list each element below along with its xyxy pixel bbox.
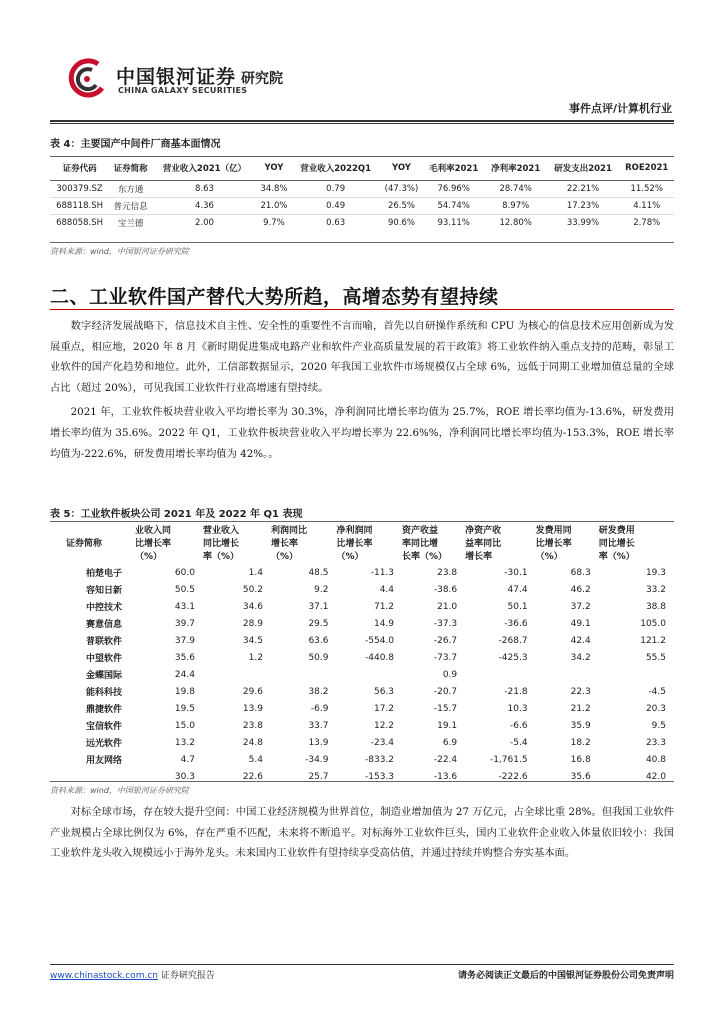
table5-col-header-line: 增长率 <box>465 552 493 562</box>
table5-col-header-line <box>66 551 135 564</box>
table5-row <box>50 615 674 632</box>
table5-header-row <box>50 525 674 564</box>
table5-value-cell: 9.2 <box>314 584 329 595</box>
table5-value-cell: -73.7 <box>433 652 458 663</box>
table5-title: 表 5：工业软件板块公司 2021 年及 2022 年 Q1 表现 <box>50 509 303 520</box>
table5-row <box>50 649 674 666</box>
table4-cell: 21.0% <box>257 198 291 215</box>
table5-value-cell: 42.0 <box>645 771 666 782</box>
table5-value-cell: 5.4 <box>248 754 263 765</box>
table5-col-header-line: 营业收入 <box>202 526 239 536</box>
table5-col-header-line: （%） <box>336 552 364 562</box>
table5-col-header-line: 业收入同 <box>134 526 171 536</box>
logo-english-name: CHINA GALAXY SECURITIES <box>118 86 248 95</box>
table5-value-cell: 13.9 <box>242 703 263 714</box>
table5-value-cell: -6.6 <box>510 720 528 731</box>
table4-row <box>50 215 674 232</box>
table5-value-cell: 63.6 <box>308 635 329 646</box>
table4-cell: 0.63 <box>326 218 346 228</box>
table5-value-cell: -15.7 <box>433 703 458 714</box>
table5-value-cell: 29.5 <box>308 618 329 629</box>
table5-value-cell: 46.2 <box>570 584 591 595</box>
table5-company-cell: 容知日新 <box>86 586 123 596</box>
table4-cell: 33.99% <box>566 218 600 228</box>
paragraph: 2021 年，工业软件板块营业收入平均增长率为 30.3%，净利润同比增长率均值为 25.7%，ROE 增长率均值为-13.6%，研发费用增长率均值为 35.6%。2022 年 Q1，工业软件板块营业收入平均增长率为 22.6%%，净利润同比增长率均值为-153.3%，ROE 增长率均值为-222.6%，研发费用增长率均值为 42%。。 <box>50 406 674 460</box>
table5-col-header-line: 同比增长 <box>202 539 239 549</box>
table5-row <box>50 700 674 717</box>
table5-value-cell: 14.9 <box>373 618 395 629</box>
table5-value-cell: 33.2 <box>645 584 666 595</box>
table4-col-header: 营业收入2021（亿） <box>162 164 247 174</box>
table5-row <box>50 683 674 700</box>
table5-value-cell: 19.5 <box>174 703 195 714</box>
table5-value-cell: 56.3 <box>373 686 395 697</box>
table5-value-cell: 24.8 <box>242 737 263 748</box>
table5-col-header <box>465 525 535 564</box>
table5-company-cell <box>50 768 135 785</box>
table4-col-header: YOY <box>392 163 411 173</box>
table4-col-header: 证券简称 <box>113 164 148 174</box>
table5-row <box>50 581 674 598</box>
table5-bottom-rule <box>50 781 674 782</box>
table5-value-cell: 4.7 <box>180 754 195 765</box>
table5-value-cell: -222.6 <box>498 771 528 782</box>
table5-value-cell: 37.1 <box>308 601 329 612</box>
table4-row <box>50 198 674 215</box>
table5-row <box>50 734 674 751</box>
table5-value-cell: -20.7 <box>433 686 458 697</box>
table4-cell: 54.74% <box>423 198 485 215</box>
table5-col-header-line: （%） <box>535 552 563 562</box>
table5-value-cell: 17.2 <box>373 703 395 714</box>
table5-value-cell: -34.9 <box>305 754 329 765</box>
table5-value-cell: 21.0 <box>437 601 458 612</box>
table4-cell: 8.97% <box>485 198 547 215</box>
table5-value-cell: 12.2 <box>373 720 395 731</box>
table5-value-cell: -37.3 <box>433 618 458 629</box>
table5-value-cell: 35.6 <box>174 652 195 663</box>
table5-value-cell: 34.6 <box>242 601 263 612</box>
table5-row <box>50 666 674 683</box>
table5-value-cell: 13.9 <box>308 737 329 748</box>
table5-row <box>50 632 674 649</box>
paragraph: 对标全球市场，存在较大提升空间：中国工业经济规模为世界首位，制造业增加值为 27 万亿元，占全球比重 28%。但我国工业软件产业规模占全球比例仅为 6%，存在严重不匹配，未来将不断追平。对标海外工业软件巨头，国内工业软件企业收入体量依旧较小：我国工业软件龙头收入规模远小于海外龙头。未来国内工业软件有望持续享受高估值，并通过持续并购整合夯实基本面。 <box>50 806 674 860</box>
table5-value-cell: 50.1 <box>507 601 528 612</box>
table4-cell: 0.49 <box>291 198 380 215</box>
website-link[interactable]: www.chinastock.com.cn <box>50 971 158 981</box>
table4-cell: 300379.SZ <box>50 181 109 198</box>
table5-col-header <box>536 525 599 564</box>
table5-value-cell: 55.5 <box>645 652 666 663</box>
table5-company-cell: 远光软件 <box>86 739 123 749</box>
table5-company-cell: 普联软件 <box>86 637 123 647</box>
table5-value-cell: 16.8 <box>570 754 591 765</box>
report-category: 事件点评/计算机行业 <box>568 102 672 115</box>
table5-value-cell: 23.8 <box>242 720 263 731</box>
table4-cell: 4.11% <box>619 198 674 215</box>
table5-col-header-line: （%） <box>270 552 298 562</box>
table5-col-header <box>50 525 135 564</box>
table4-cell: 0.79 <box>291 181 380 198</box>
table4-cell: 688058.SH <box>56 218 104 228</box>
table5-value-cell: 35.6 <box>570 771 591 782</box>
closing-body <box>50 802 674 864</box>
table5-col-header-line: 增长率 <box>270 539 298 549</box>
table5-company-cell: 能科科技 <box>86 688 123 698</box>
footer-left <box>50 968 215 981</box>
table5-top-rule <box>50 521 674 522</box>
table4-cell: 2.78% <box>633 218 661 228</box>
table5-value-cell: 71.2 <box>373 601 395 612</box>
table4-cell: 2.00 <box>195 218 214 228</box>
table5-col-header-line: 益率同比 <box>465 539 502 549</box>
table4-cell: 普元信息 <box>109 198 152 215</box>
table5-value-cell: 50.9 <box>308 652 329 663</box>
table5-row <box>50 768 674 785</box>
table5-col-header-line: 比增长率 <box>134 539 171 549</box>
table5-value-cell: -30.1 <box>504 567 528 578</box>
logo-company-name: 中国银河证券 <box>116 66 237 88</box>
header-divider-thin <box>50 123 674 124</box>
table5-value-cell: 37.9 <box>174 635 195 646</box>
table5-value-cell: -38.6 <box>433 584 458 595</box>
table5-col-header-line: 同比增长 <box>598 539 635 549</box>
table4-cell: 688118.SH <box>50 198 109 215</box>
table5-value-cell: -833.2 <box>365 754 395 765</box>
table5-col-header-line: 率（%） <box>598 552 635 562</box>
table5-value-cell: 25.7 <box>308 771 329 782</box>
logo-institute: 研究院 <box>241 71 283 87</box>
table5-value-cell: 33.7 <box>308 720 329 731</box>
table5-col-header-line: 证券简称 <box>66 539 103 549</box>
table5-company-cell: 赛意信息 <box>86 620 123 630</box>
table5-value-cell: 49.1 <box>570 618 591 629</box>
table5-value-cell: 38.2 <box>308 686 329 697</box>
table5-value-cell: -23.4 <box>370 737 395 748</box>
table5-value-cell: 121.2 <box>640 635 666 646</box>
table5-col-header-line: 比增长率 <box>535 539 572 549</box>
table5-value-cell: -1,761.5 <box>489 754 528 765</box>
table4-cell: (47.3%) <box>380 181 422 198</box>
table5-col-header-line: 研发费用 <box>598 526 635 536</box>
table5-value-cell: 4.4 <box>379 584 395 595</box>
table5-value-cell: 10.3 <box>507 703 528 714</box>
table5-value-cell: -21.8 <box>504 686 528 697</box>
table5-col-header-line: 利润同比 <box>270 526 307 536</box>
table5-value-cell: 29.6 <box>242 686 263 697</box>
table4-title: 表 4：主要国产中间件厂商基本面情况 <box>50 139 221 150</box>
table4-cell: 宝兰德 <box>117 219 144 229</box>
section-heading-rule <box>50 309 674 310</box>
table5-value-cell: 13.2 <box>174 737 195 748</box>
table4-cell: 11.52% <box>619 181 674 198</box>
table5-value-cell: 47.4 <box>507 584 528 595</box>
table5-value-cell: 24.4 <box>174 669 195 680</box>
table5-value-cell: -5.4 <box>510 737 528 748</box>
table5 <box>50 525 674 785</box>
table4-col-header: 净利率2021 <box>491 164 541 174</box>
table5-company-cell: 鼎捷软件 <box>86 705 123 715</box>
table5-value-cell <box>336 666 402 683</box>
table5-company-cell: 中控技术 <box>86 603 123 613</box>
table5-value-cell: 34.5 <box>242 635 263 646</box>
table5-value-cell: 19.3 <box>645 567 666 578</box>
table4-col-header: YOY <box>264 163 284 173</box>
table5-value-cell <box>599 666 674 683</box>
table5-col-header <box>336 525 402 564</box>
table5-col-header-line: 净资产收 <box>465 526 502 536</box>
table5-value-cell: 105.0 <box>640 618 666 629</box>
table4-source: 资料来源：wind，中国银河证券研究院 <box>50 247 189 256</box>
table5-row <box>50 564 674 581</box>
table5-row <box>50 717 674 734</box>
table5-value-cell: 1.4 <box>248 567 263 578</box>
table5-value-cell: -26.7 <box>433 635 458 646</box>
table5-value-cell: -268.7 <box>498 635 528 646</box>
table5-company-cell: 金蝶国际 <box>86 671 123 681</box>
table4-cell: 22.21% <box>547 181 620 198</box>
table5-value-cell: 9.5 <box>651 720 666 731</box>
section-body <box>50 316 674 464</box>
table5-value-cell: -153.3 <box>365 771 395 782</box>
table5-value-cell: -4.5 <box>648 686 666 697</box>
table5-value-cell <box>271 666 337 683</box>
table4-col-header: 毛利率2021 <box>429 164 479 174</box>
table5-col-header-line: 率同比增 <box>402 539 439 549</box>
table5-col-header-line: 比增长率 <box>336 539 373 549</box>
table5-col-header-line: 发费用同 <box>535 526 572 536</box>
table5-value-cell: 28.9 <box>242 618 263 629</box>
table4-cell: 26.5% <box>380 198 422 215</box>
table5-col-header <box>135 525 203 564</box>
table4-cell: 9.7% <box>263 218 285 228</box>
table5-company-cell: 宝信软件 <box>86 722 123 732</box>
table5-value-cell: -13.6 <box>433 771 458 782</box>
table5-value-cell: 22.3 <box>570 686 591 697</box>
table5-value-cell <box>203 666 271 683</box>
table5-col-header <box>271 525 337 564</box>
table5-col-header <box>203 525 271 564</box>
table5-value-cell: 6.9 <box>442 737 458 748</box>
footer-divider <box>50 964 674 965</box>
table4-col-header: ROE2021 <box>625 163 669 173</box>
table5-value-cell: 1.2 <box>248 652 263 663</box>
table5-company-cell: 用友网络 <box>86 756 123 766</box>
table5-value-cell: 35.9 <box>570 720 591 731</box>
table4-row <box>50 181 674 198</box>
table4-cell: 8.63 <box>152 181 257 198</box>
table5-value-cell <box>465 666 535 683</box>
table4-cell: 90.6% <box>387 218 415 228</box>
table4-cell: 28.74% <box>485 181 547 198</box>
table5-company-cell: 中望软件 <box>86 654 123 664</box>
table5-value-cell: -11.3 <box>370 567 395 578</box>
table4-col-header: 证券代码 <box>62 164 97 174</box>
table5-value-cell: -36.6 <box>504 618 528 629</box>
table5-value-cell: 18.2 <box>570 737 591 748</box>
table5-value-cell: 68.3 <box>570 567 591 578</box>
table5-value-cell: -6.9 <box>310 703 329 714</box>
table5-value-cell: 20.3 <box>645 703 666 714</box>
table5-col-header-line: （%） <box>134 552 162 562</box>
table5-col-header <box>599 525 674 564</box>
table5-value-cell: -440.8 <box>365 652 395 663</box>
table5-row <box>50 598 674 615</box>
table5-value-cell: -554.0 <box>365 635 395 646</box>
doc-type: 证券研究报告 <box>160 971 215 981</box>
table4-bottom-rule <box>50 242 674 243</box>
table5-value-cell: 19.1 <box>437 720 458 731</box>
table5-value-cell: 50.2 <box>242 584 263 595</box>
table5-value-cell: 48.5 <box>308 567 329 578</box>
table5-value-cell: 15.0 <box>174 720 195 731</box>
table4 <box>50 160 674 231</box>
table4-cell: 12.80% <box>499 218 532 228</box>
table5-value-cell: 38.8 <box>645 601 666 612</box>
table5-value-cell: 23.8 <box>437 567 458 578</box>
table5-value-cell: 22.6 <box>242 771 263 782</box>
table5-value-cell: 39.7 <box>174 618 195 629</box>
paragraph: 数字经济发展战略下，信息技术自主性、安全性的重要性不言而喻，首先以自研操作系统和 CPU 为核心的信息技术应用创新成为发展重点，相应地，2020 年 8 月《新时期促进集成电路产业和软件产业高质量发展的若干政策》将工业软件纳入重点支持的范畴，彰显工业软件的国产化趋势和地位。此外，工信部数据显示，2020 年我国工业软件市场规模仅占全球 6%，远低于同期工业增加值总量的全球占比（超过 20%），可见我国工业软件行业高增速有望持续。 <box>50 320 674 394</box>
table5-source: 资料来源：wind，中国银河证券研究院 <box>50 786 189 795</box>
table5-value-cell: 60.0 <box>174 567 195 578</box>
table5-value-cell: 21.2 <box>570 703 591 714</box>
table5-value-cell: -22.4 <box>433 754 458 765</box>
table5-value-cell <box>536 666 599 683</box>
table5-value-cell: -425.3 <box>498 652 528 663</box>
table5-col-header-line: 资产收益 <box>402 526 439 536</box>
header-divider <box>50 120 674 122</box>
section-heading: 二、工业软件国产替代大势所趋，高增态势有望持续 <box>50 286 499 308</box>
table5-value-cell: 23.3 <box>645 737 666 748</box>
table5-value-cell: 43.1 <box>174 601 195 612</box>
table5-value-cell: 40.8 <box>645 754 666 765</box>
table4-top-rule <box>50 156 674 157</box>
table5-col-header-line: 率（%） <box>202 552 239 562</box>
table4-cell: 17.23% <box>547 198 620 215</box>
table5-value-cell: 37.2 <box>570 601 591 612</box>
table5-value-cell: 50.5 <box>174 584 195 595</box>
table5-col-header <box>402 525 465 564</box>
table5-value-cell: 42.4 <box>570 635 591 646</box>
table4-col-header: 营业收入2022Q1 <box>300 164 372 174</box>
table5-value-cell: 0.9 <box>442 669 458 680</box>
table4-cell: 93.11% <box>437 218 470 228</box>
table4-cell: 东方通 <box>109 181 152 198</box>
table5-col-header-line: 净利润同 <box>336 526 373 536</box>
table5-company-cell: 柏楚电子 <box>86 569 123 579</box>
table4-cell: 4.36 <box>152 198 257 215</box>
table4-header-row <box>50 160 674 176</box>
table4-cell: 76.96% <box>423 181 485 198</box>
table4-col-header: 研发支出2021 <box>554 164 612 174</box>
table5-col-header-line <box>66 525 135 538</box>
galaxy-logo-icon <box>66 58 108 100</box>
table4-cell: 34.8% <box>257 181 291 198</box>
table5-value-cell: 19.8 <box>174 686 195 697</box>
footer-disclaimer: 请务必阅读正文最后的中国银河证券股份公司免责声明 <box>457 971 674 981</box>
table5-row <box>50 751 674 768</box>
table5-value-cell: 30.3 <box>174 771 195 782</box>
table5-col-header-line: 长率（%） <box>402 552 448 562</box>
table5-value-cell: 34.2 <box>570 652 591 663</box>
